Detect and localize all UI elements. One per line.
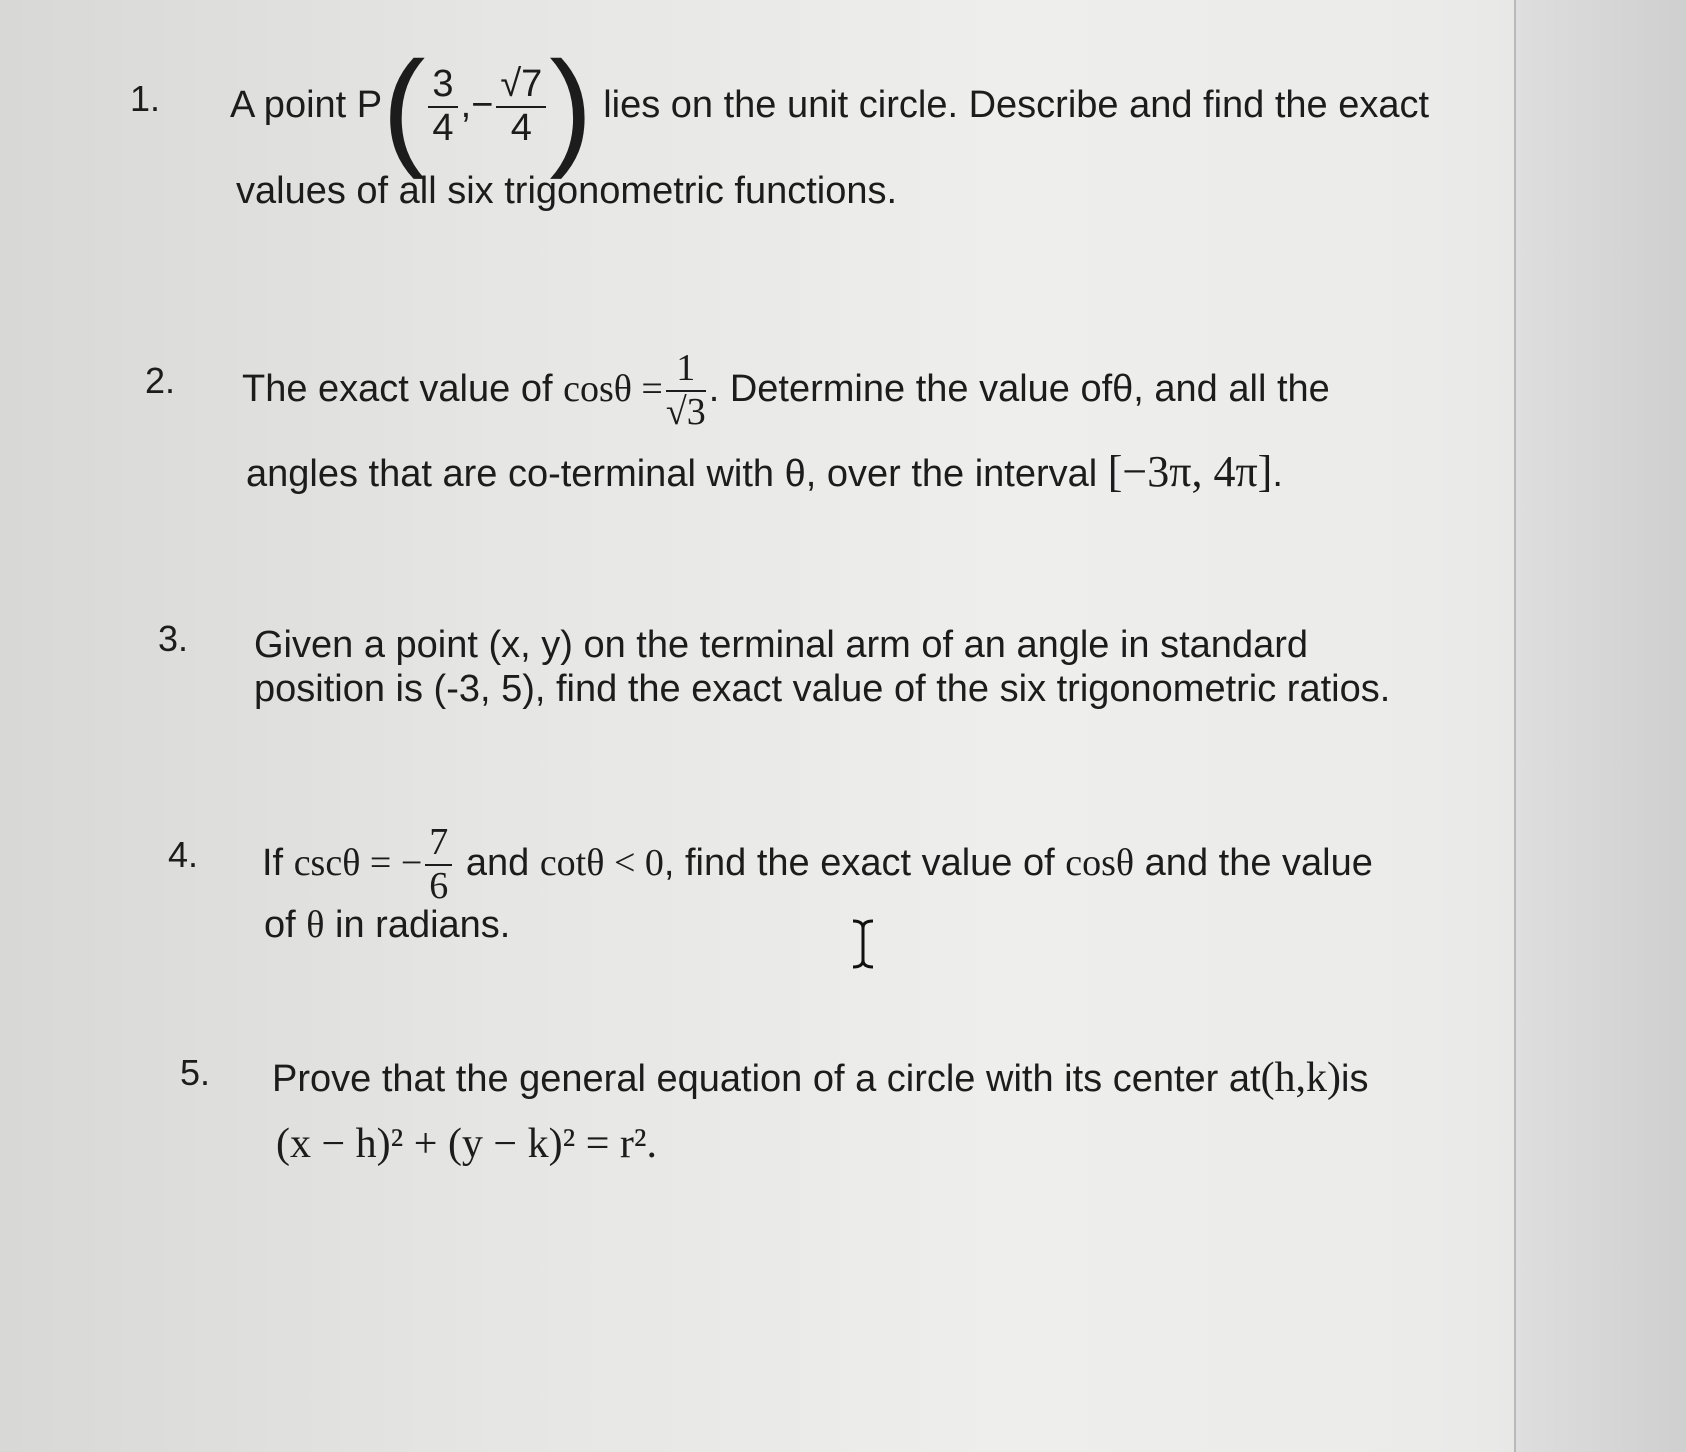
problem-5-text: Prove that the general equation of a circle with its center at <box>272 1058 1261 1100</box>
cot-theta-expression: cotθ < 0 <box>539 841 664 884</box>
csc-theta-expression: cscθ = − <box>293 841 423 884</box>
problem-3-line1: Given a point (x, y) on the terminal arm of an angle in standard <box>254 624 1308 666</box>
problem-1-text: lies on the unit circle. Describe and find the exact <box>603 84 1430 127</box>
problem-4-line1 <box>262 822 1373 908</box>
center-hk: (h,k) <box>1260 1055 1342 1101</box>
problem-2-intro: The exact value of <box>242 367 553 410</box>
fraction-numerator: 7 <box>425 822 452 866</box>
problem-4-text: , find the exact value of <box>663 841 1055 884</box>
fraction-numerator: 1 <box>666 348 706 392</box>
fraction-numerator: √7 <box>496 64 546 108</box>
left-paren: ( <box>382 34 426 180</box>
problem-2-text: . Determine the value ofθ, and all the <box>708 367 1330 410</box>
fraction-x <box>428 64 457 150</box>
cos-theta-expression: cosθ = <box>563 367 663 410</box>
problem-1-intro: A point P <box>230 84 383 127</box>
problem-1-line1: A point P( $\frac{3}{4}$ ,− $\frac{√7}{4}$ ) lies on the unit circle. Describe and find the exact <box>230 34 1430 180</box>
problem-1-line2: values of all six trigonometric functions. <box>236 170 898 212</box>
and-text: and <box>465 841 530 884</box>
fraction-numerator: 3 <box>428 64 457 108</box>
problem-2-number: 2. <box>145 360 176 401</box>
fraction-denominator: 4 <box>510 107 532 149</box>
problem-4-text-b: and the value <box>1144 841 1373 884</box>
problem-5-line1 <box>272 1052 1369 1105</box>
fraction-y <box>496 64 546 150</box>
of-text: of <box>264 904 296 946</box>
theta-symbol: θ <box>306 904 325 946</box>
in-radians-text: in radians. <box>335 904 511 946</box>
problem-3-number: 3. <box>158 618 189 659</box>
interval-expression: [−3π, 4π] <box>1107 447 1273 496</box>
page-edge-shadow <box>1514 0 1686 1452</box>
problem-4-intro: If <box>262 841 284 884</box>
fraction-seven-sixths <box>425 822 452 908</box>
circle-equation: (x − h)² + (y − k)² = r². <box>276 1121 657 1167</box>
minus-sign: − <box>471 84 494 127</box>
fraction-one-over-root3 <box>666 348 706 434</box>
is-text: is <box>1341 1058 1369 1100</box>
fraction-denominator: 6 <box>429 864 449 907</box>
problem-4-number: 4. <box>168 834 199 875</box>
problem-2-line2 <box>246 444 1283 499</box>
right-paren: ) <box>549 34 593 180</box>
problem-2-line1 <box>242 348 1330 434</box>
problem-5-number: 5. <box>180 1052 211 1093</box>
fraction-denominator: 4 <box>432 107 454 149</box>
fraction-denominator: √3 <box>665 390 706 433</box>
period: . <box>1272 453 1283 495</box>
problem-2-text2: angles that are co-terminal with θ, over the interval <box>246 453 1098 495</box>
problem-3-line2: position is (-3, 5), find the exact value of the six trigonometric ratios. <box>254 668 1391 710</box>
problem-1-number: 1. <box>130 78 161 119</box>
cos-theta-expression: cosθ <box>1065 841 1135 884</box>
problem-4-line2 <box>264 902 510 950</box>
text-cursor-icon <box>850 918 876 970</box>
